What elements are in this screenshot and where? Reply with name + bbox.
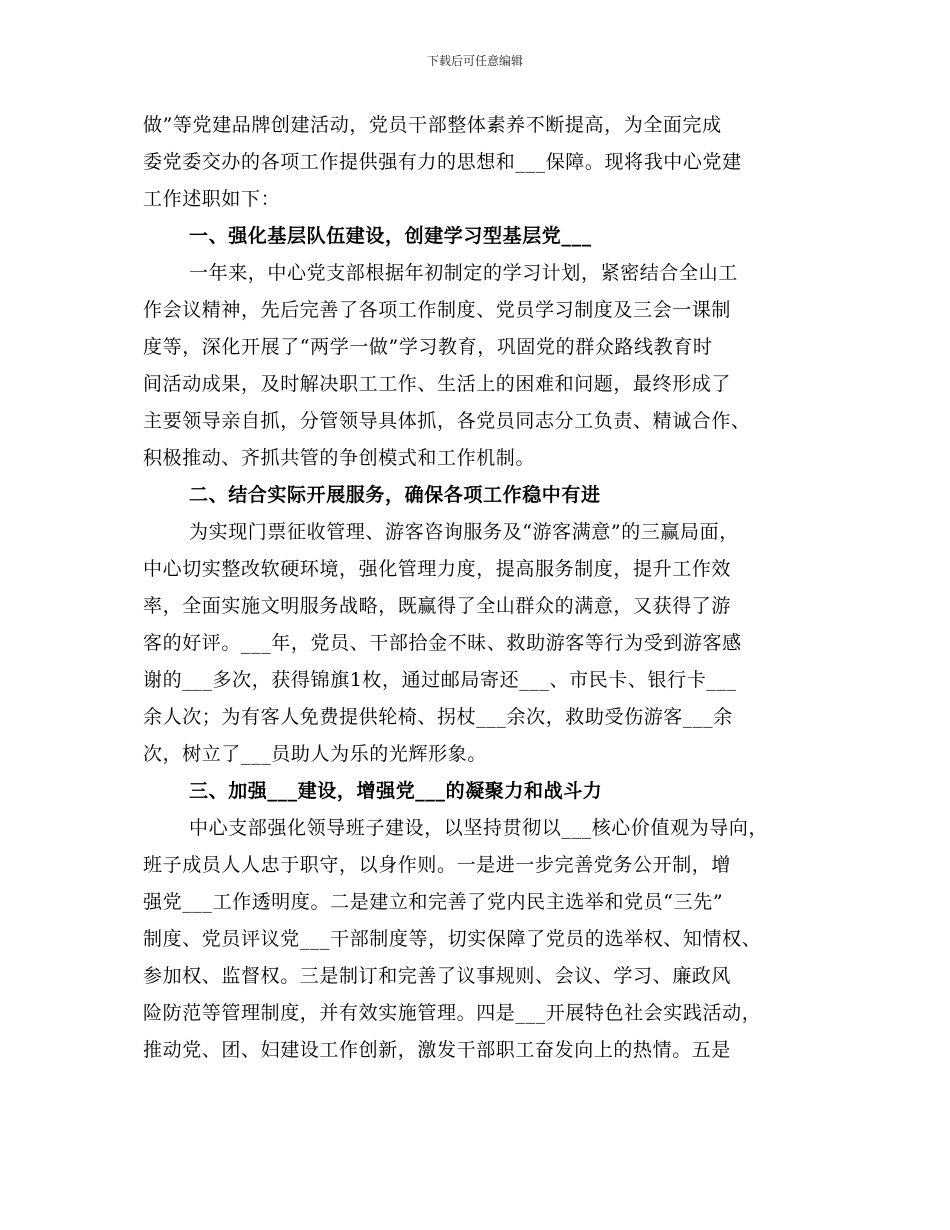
section-heading-1: 一、强化基层队伍建设，创建学习型基层党___ — [189, 225, 592, 247]
paragraph-line: 次，树立了___员助人为乐的光辉形象。 — [143, 743, 487, 765]
paragraph-line: 一年来，中心党支部根据年初制定的学习计划，紧密结合全山工 — [189, 262, 738, 284]
paragraph-line: 客的好评。___年，党员、干部拾金不昧、救助游客等行为受到游客感 — [143, 632, 742, 654]
paragraph-line: 度等，深化开展了“两学一做”学习教育，巩固党的群众路线教育时 — [143, 336, 713, 358]
paragraph-line: 班子成员人人忠于职守，以身作则。一是进一步完善党务公开制，增 — [143, 854, 732, 876]
paragraph-line: 主要领导亲自抓，分管领导具体抓，各党员同志分工负责、精诚合作、 — [143, 410, 751, 432]
page-header: 下载后可任意编辑 — [426, 54, 523, 68]
section-heading-3: 三、加强___建设，增强党___的凝聚力和战斗力 — [189, 780, 603, 802]
paragraph-line: 谢的___多次，获得锦旗1枚，通过邮局寄还___、市民卡、银行卡___ — [143, 669, 737, 691]
document-body — [143, 107, 817, 1069]
paragraph-line: 工作述职如下： — [143, 188, 281, 210]
paragraph-line: 中心支部强化领导班子建设，以坚持贯彻以___核心价值观为导向， — [189, 817, 769, 839]
paragraph-line: 率，全面实施文明服务战略，既赢得了全山群众的满意，又获得了游 — [143, 595, 732, 617]
paragraph-line: 推动党、团、妇建设工作创新，激发干部职工奋发向上的热情。五是 — [143, 1039, 732, 1061]
paragraph-line: 为实现门票征收管理、游客咨询服务及“游客满意”的三赢局面， — [189, 521, 739, 543]
paragraph-line: 做”等党建品牌创建活动，党员干部整体素养不断提高，为全面完成 — [143, 114, 722, 136]
paragraph-line: 参加权、监督权。三是制订和完善了议事规则、会议、学习、廉政风 — [143, 965, 732, 987]
paragraph-line: 委党委交办的各项工作提供强有力的思想和___保障。现将我中心党建 — [143, 151, 742, 173]
paragraph-line: 强党___工作透明度。二是建立和完善了党内民主选举和党员“三先” — [143, 891, 724, 913]
paragraph-line: 制度、党员评议党___干部制度等，切实保障了党员的选举权、知情权、 — [143, 928, 762, 950]
paragraph-line: 作会议精神，先后完善了各项工作制度、党员学习制度及三会一课制 — [143, 299, 732, 321]
paragraph-line: 间活动成果，及时解决职工工作、生活上的困难和问题，最终形成了 — [143, 373, 732, 395]
section-heading-2: 二、结合实际开展服务，确保各项工作稳中有进 — [189, 484, 601, 506]
paragraph-line: 中心切实整改软硬环境，强化管理力度，提高服务制度，提升工作效 — [143, 558, 732, 580]
paragraph-line: 险防范等管理制度，并有效实施管理。四是___开展特色社会实践活动， — [143, 1002, 762, 1024]
paragraph-line: 余人次；为有客人免费提供轮椅、拐杖___余次，救助受伤游客___余 — [143, 706, 733, 728]
paragraph-line: 积极推动、齐抓共管的争创模式和工作机制。 — [143, 447, 536, 469]
